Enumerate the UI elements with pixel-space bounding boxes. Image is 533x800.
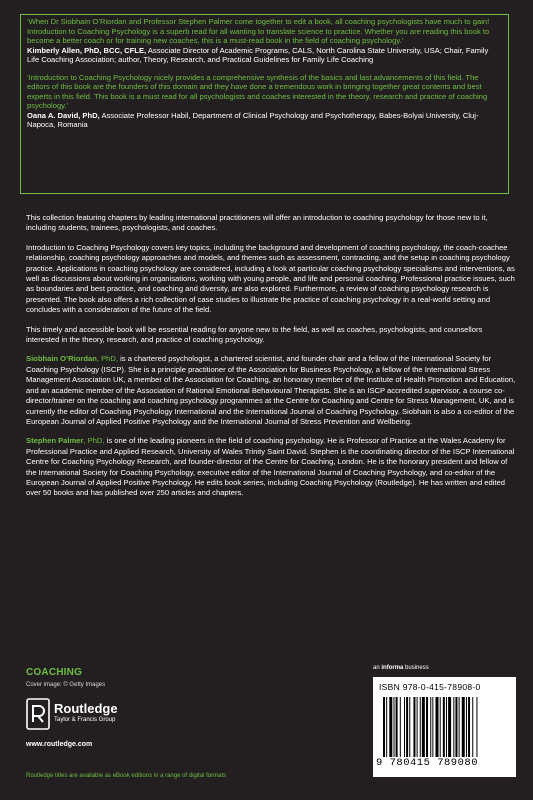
endorsement-1 [27, 17, 502, 65]
informa-suffix: business [405, 665, 429, 671]
editor-credentials: , PhD, [96, 354, 118, 364]
endorsement-quote: ‘Introduction to Coaching Psychology nicely provides a comprehensive synthesis of the basics and last advancements of this field. The editors of this book are the founders of this domain and they have done a tremendous work in bringing together great contents and best experts in this field. This book is a must read for all psychologists and coaches interested in the theory, research and practice of coaching psychology.’ [27, 72, 488, 110]
endorser-affiliation: Associate Director of Academic Programs, CALS, North Carolina State University, USA; Chair, Family Life Coaching Association; author, Theory, Research, and Practical Guidelines for Family Life Coaching [27, 45, 489, 64]
endorsement-quote: ‘When Dr Siobhain O’Riordan and Professor Stephen Palmer come together to edit a book, all coaching psychologists have much to gain! Introduction to Coaching Psychology is a superb read for all wanting to translate science to practice. Whether you are reading this book to become a better coach or for training new coaches, this is a must-read book in the field of coaching psychology.’ [27, 17, 490, 45]
informa-prefix: an [373, 665, 380, 671]
informa-brand: informa [381, 665, 404, 671]
publisher-website[interactable]: www.routledge.com [26, 741, 93, 748]
endorsement-2 [27, 73, 502, 130]
publisher-logo [26, 698, 166, 730]
endorser-name: Oana A. David, PhD, [27, 110, 100, 120]
editor-bio [26, 354, 516, 427]
endorser-affiliation: Associate Professor Habil, Department of Clinical Psychology and Psychotherapy, Babes-Bolyai University, Cluj-Napoca, Romania [27, 110, 479, 129]
description-paragraph: This timely and accessible book will be essential reading for anyone new to the field, as well as coaches, psychologists, and counsellors interested in the theory, research, and practice of coaching psychology. [26, 324, 483, 345]
editor-bio-text: is a chartered psychologist, a chartered scientist, and founder chair and a fellow of the International Society for Coaching Psychology (ISCP). She is a principle practitioner of the Association for Business Psychology, a fellow of the International Stress Management Association UK, a member of the Association for Coaching, an honorary member of the Institute of Health Promotion and Education, and an academic member of the Association of Rational Emotional Behavioural Therapists. She is an ISCP accredited supervisor, a course co-director/trainer on the coaching and coaching psychology programmes at the Centre for Coaching and Centre for Stress Management, UK, and is currently the editor of Coaching Psychology International and the International Journal of Coaching Psychology. Siobhain is also a co-editor of the European Journal of Applied Positive Psychology and the International Journal of Stress Prevention and Wellbeing. [26, 354, 516, 426]
routledge-logo-icon [26, 698, 50, 730]
ebook-note: Routledge titles are available as eBook editions in a range of digital formats [26, 773, 227, 779]
barcode-icon [383, 697, 508, 757]
book-description [26, 213, 516, 508]
editor-credentials: , PhD, [83, 436, 105, 446]
editor-bio-text: is one of the leading pioneers in the field of coaching psychology. He is Professor of Practice at the Wales Academy for Professional Practice and Applied Research, University of Wales Trinity Saint David. Stephen is the coordinating director of the ISCP International Centre for Coaching Psychology Research, and founder-director of the Centre for Coaching, London. He is the honorary president and fellow of the International Society for Coaching Psychology, executive editor of the International Journal of Coaching Psychology, and co-editor of the European Journal of Applied Positive Psychology. He edits book series, including Coaching Psychology (Routledge). He has written and edited over 50 books and has published over 250 articles and chapters. [26, 436, 515, 498]
cover-image-credit: Cover image: © Getty Images [26, 682, 106, 688]
endorsement-attribution [27, 46, 502, 65]
barcode-digits: 9 780415 789080 [376, 757, 479, 769]
endorsement-attribution [27, 111, 502, 130]
editor-name: Siobhain O’Riordan [26, 354, 97, 364]
category-label: COACHING [26, 667, 83, 678]
endorser-name: Kimberly Allen, PhD, BCC, CFLE, [27, 45, 147, 55]
endorsements-box [20, 14, 509, 194]
description-paragraph: This collection featuring chapters by leading international practitioners will offer an introduction to coaching psychology for those new to it, including students, trainees, psychologists, and coaches. [26, 213, 488, 233]
publisher-group: Taylor & Francis Group [54, 717, 116, 723]
publisher-name: Routledge [54, 701, 118, 716]
isbn-text: ISBN 978-0-415-78908-0 [379, 682, 481, 692]
editor-bio [26, 436, 516, 498]
informa-business-tag [373, 665, 429, 671]
description-paragraph: Introduction to Coaching Psychology covers key topics, including the background and development of coaching psychology, the coach-coachee relationship, coaching psychology approaches and models, and themes such as assessment, contracting, and the setup in coaching psychology practice. Applications in coaching psychology are considered, including a look at particular coaching psychology specialisms and interventions, as well as discussions about working in organisations, working with young people, and life and personal coaching. Professional practice issues, such as boundaries and best practice, and coaching and diversity, are also explored. Furthermore, a review of coaching psychology research is presented. The book also offers a rich collection of case studies to illustrate the practice of coaching psychology in a real-world setting and concludes with a consideration of the future of the field. [26, 242, 515, 315]
editor-name: Stephen Palmer [26, 436, 84, 446]
barcode-panel [373, 677, 516, 777]
